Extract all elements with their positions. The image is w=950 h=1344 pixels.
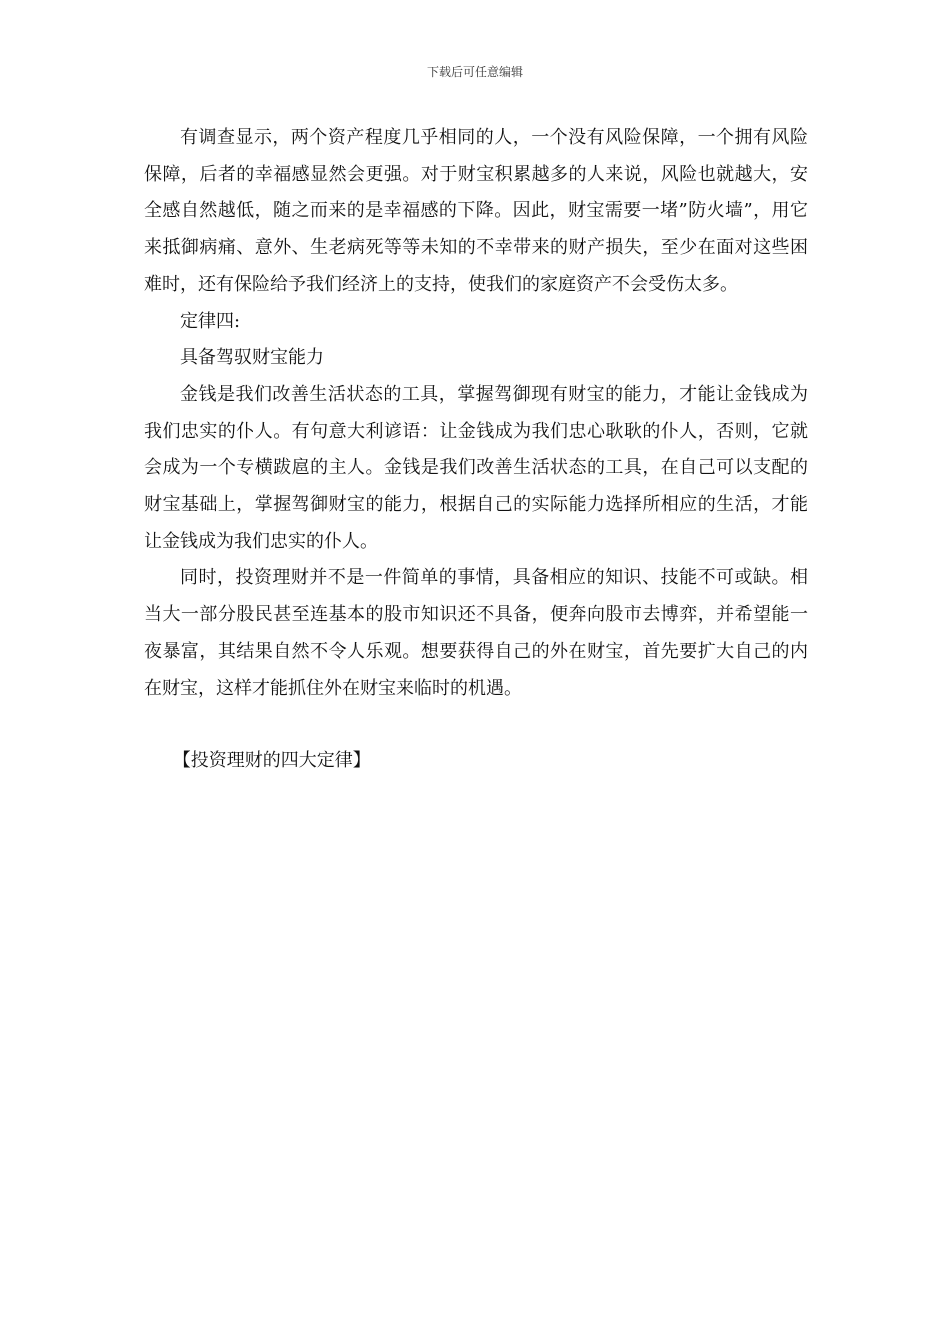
paragraph-investment-knowledge: 同时，投资理财并不是一件简单的事情，具备相应的知识、技能不可或缺。相当大一部分股民甚至连基本的股市知识还不具备，便奔向股市去博弈，并希望能一夜暴富，其结果自然不令人乐观。想要获得自己的外在财宝，首先要扩大自己的内在财宝，这样才能抓住外在财宝来临时的机遇。 xyxy=(144,567,808,699)
closing-title: 【投资理财的四大定律】 xyxy=(172,750,371,772)
law-four-title: 具备驾驭财宝能力 xyxy=(180,347,324,369)
page-header: 下载后可任意编辑 xyxy=(426,65,523,79)
paragraph-money-tool: 金钱是我们改善生活状态的工具，掌握驾御现有财宝的能力，才能让金钱成为我们忠实的仆人。有句意大利谚语：让金钱成为我们忠心耿耿的仆人，否则，它就会成为一个专横跋扈的主人。金钱是我们改善生活状态的工具，在自己可以支配的财宝基础上，掌握驾御财宝的能力，根据自己的实际能力选择所相应的生活，才能让金钱成为我们忠实的仆人。 xyxy=(144,383,808,552)
document-body xyxy=(144,120,808,780)
paragraph-risk-protection: 有调查显示，两个资产程度几乎相同的人，一个没有风险保障，一个拥有风险保障，后者的幸福感显然会更强。对于财宝积累越多的人来说，风险也就越大，安全感自然越低，随之而来的是幸福感的下降。因此，财宝需要一堵”防火墙”，用它来抵御病痛、意外、生老病死等等未知的不幸带来的财产损失，至少在面对这些困难时，还有保险给予我们经济上的支持，使我们的家庭资产不会受伤太多。 xyxy=(144,127,808,295)
law-four-label: 定律四: xyxy=(180,310,241,332)
